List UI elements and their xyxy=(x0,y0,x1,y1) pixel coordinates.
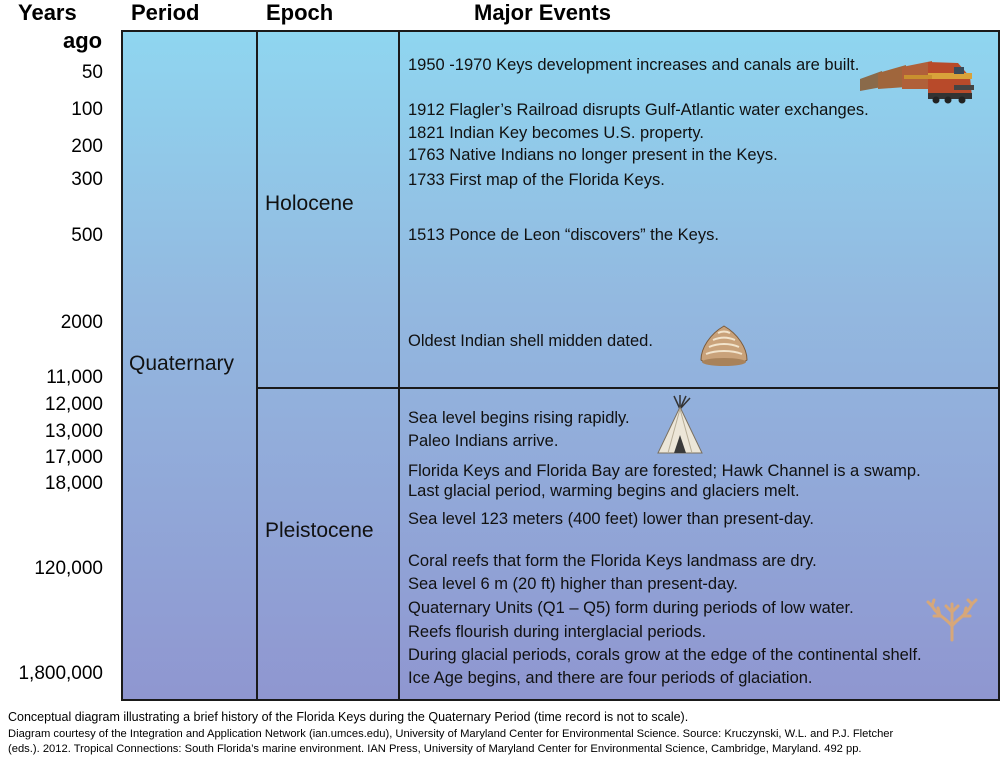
panel-top-border xyxy=(121,30,1000,32)
year-label: 2000 xyxy=(60,312,103,333)
event-item: 1950 -1970 Keys development increases and canals are built. xyxy=(408,56,860,74)
period-label: Quaternary xyxy=(129,352,235,375)
train-icon xyxy=(858,57,976,107)
event-item: Quaternary Units (Q1 – Q5) form during periods of low water. xyxy=(408,599,854,617)
year-label: 120,000 xyxy=(34,558,103,579)
epoch-label-pleistocene: Pleistocene xyxy=(265,519,374,542)
year-label: 11,000 xyxy=(46,367,103,388)
panel-left-border xyxy=(121,30,123,701)
event-item: Paleo Indians arrive. xyxy=(408,432,559,450)
year-label: 12,000 xyxy=(44,394,103,415)
event-item: Ice Age begins, and there are four periods of glaciation. xyxy=(408,669,813,687)
header-major-events: Major Events xyxy=(474,0,611,25)
epoch-label-holocene: Holocene xyxy=(265,192,354,215)
year-label: 1,800,000 xyxy=(18,663,103,684)
year-label: 500 xyxy=(71,225,103,246)
year-label: 200 xyxy=(71,136,103,157)
event-item: Coral reefs that form the Florida Keys landmass are dry. xyxy=(408,552,817,570)
event-item: Sea level begins rising rapidly. xyxy=(408,409,630,427)
year-label: 300 xyxy=(71,169,103,190)
event-item: 1912 Flagler’s Railroad disrupts Gulf-Atlantic water exchanges. xyxy=(408,101,869,119)
event-item: 1821 Indian Key becomes U.S. property. xyxy=(408,124,704,142)
coral-icon xyxy=(924,598,980,642)
event-item: 1513 Ponce de Leon “discovers” the Keys. xyxy=(408,226,719,244)
event-item: Reefs flourish during interglacial periods. xyxy=(408,623,707,641)
epoch-events-divider xyxy=(398,30,400,701)
caption-line-2: Diagram courtesy of the Integration and Application Network (ian.umces.edu), University of Maryland Center for Environmental Science. Source: Kruczynski, W.L. and P.J. Fletcher xyxy=(8,728,894,740)
event-item: Florida Keys and Florida Bay are forested; Hawk Channel is a swamp. xyxy=(408,462,921,480)
year-label: 100 xyxy=(71,99,103,120)
event-item: 1733 First map of the Florida Keys. xyxy=(408,171,665,189)
event-item: Sea level 123 meters (400 feet) lower than present-day. xyxy=(408,510,814,528)
header-period: Period xyxy=(131,0,200,25)
year-label: 17,000 xyxy=(44,447,103,468)
panel-right-border xyxy=(998,30,1000,701)
header-ago: ago xyxy=(63,28,103,53)
period-epoch-divider xyxy=(256,30,258,701)
year-label: 18,000 xyxy=(44,473,103,494)
caption-line-1: Conceptual diagram illustrating a brief history of the Florida Keys during the Quaternary Period (time record is not to scale). xyxy=(8,710,689,724)
caption-line-3: (eds.). 2012. Tropical Connections: South Florida’s marine environment. IAN Press, University of Maryland Center for Environmental Science, Cambridge, Maryland. 492 pp. xyxy=(8,743,862,755)
header-epoch: Epoch xyxy=(266,0,334,25)
tipi-icon xyxy=(654,395,706,457)
year-label: 50 xyxy=(81,62,103,83)
panel-bottom-border xyxy=(121,699,1000,701)
event-item: Oldest Indian shell midden dated. xyxy=(408,332,653,350)
shell-icon xyxy=(698,324,750,370)
holocene-pleistocene-divider xyxy=(256,387,1000,389)
event-item: 1763 Native Indians no longer present in the Keys. xyxy=(408,146,778,164)
year-label: 13,000 xyxy=(44,421,103,442)
event-item: Sea level 6 m (20 ft) higher than present-day. xyxy=(408,575,738,593)
event-item: Last glacial period, warming begins and glaciers melt. xyxy=(408,482,800,500)
header-years: Years xyxy=(18,0,77,25)
event-item: During glacial periods, corals grow at the edge of the continental shelf. xyxy=(408,646,922,664)
